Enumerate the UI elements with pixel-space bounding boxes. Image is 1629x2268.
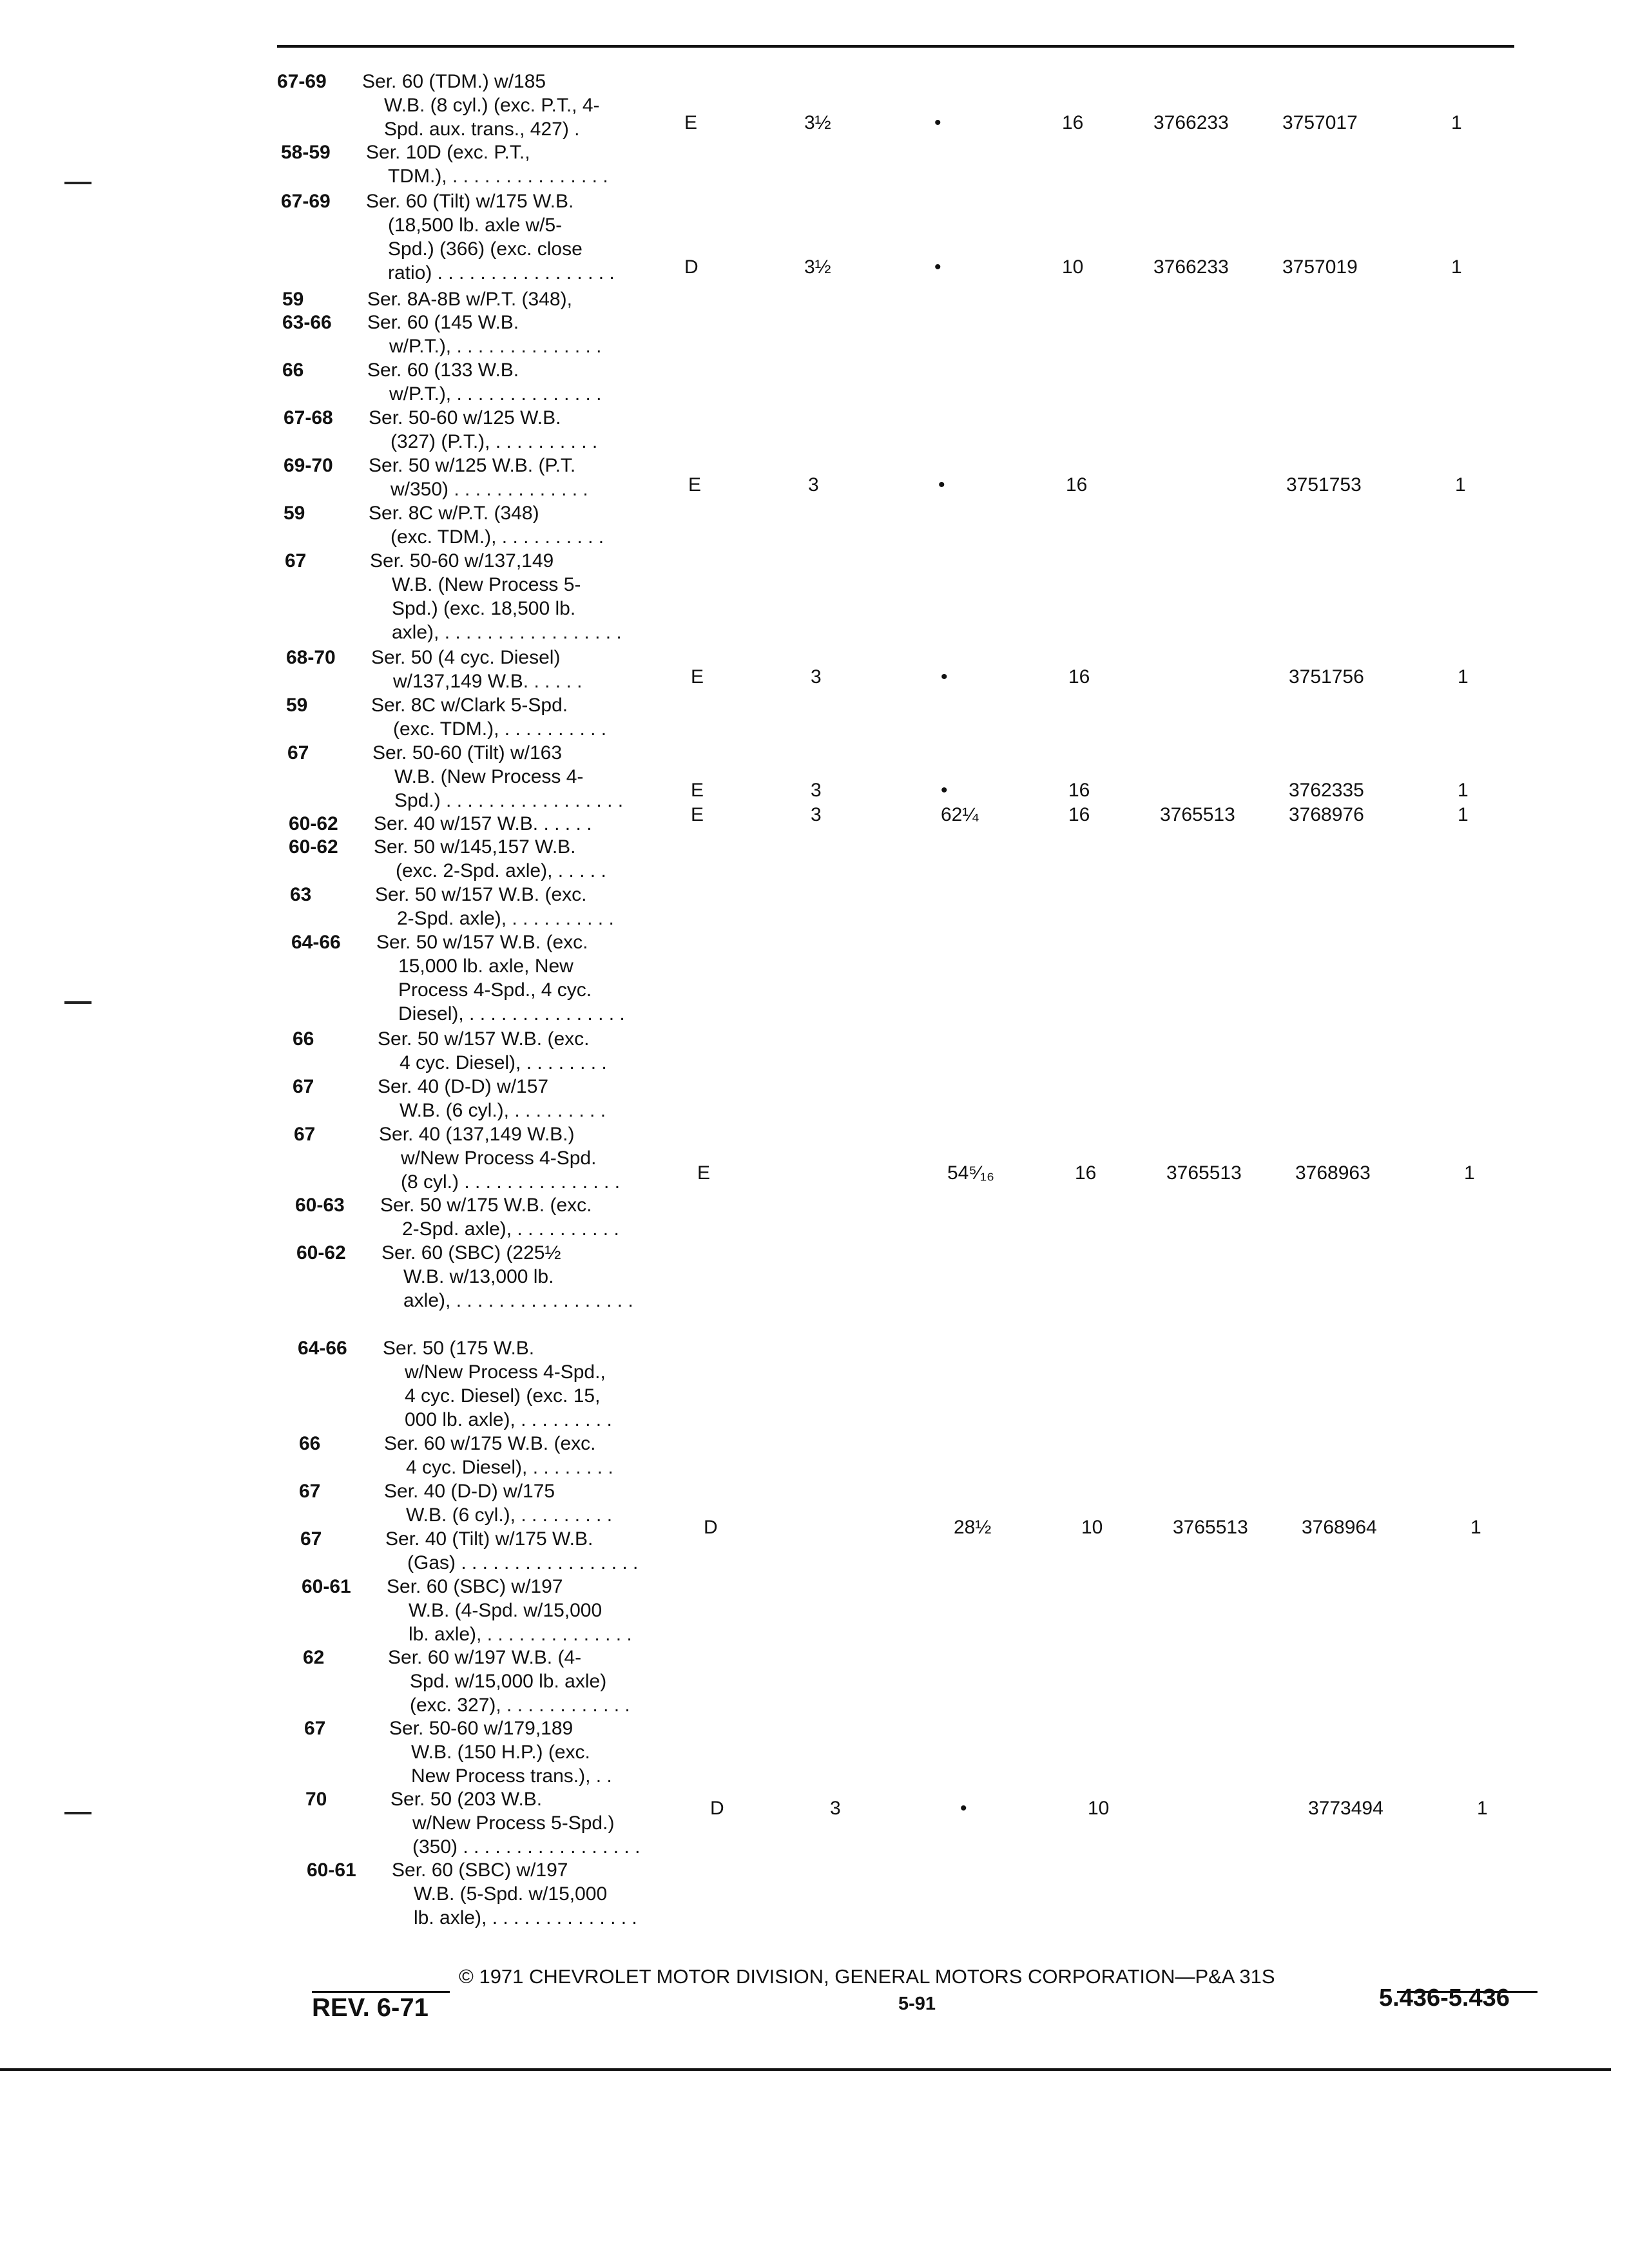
model-years: 67-69: [281, 191, 331, 212]
part-number-primary: 3766233: [1153, 112, 1229, 133]
length-value: 10: [1088, 1798, 1110, 1819]
quantity-required: 1: [1451, 256, 1462, 278]
application-description: Ser. 60 (SBC) w/197: [392, 1860, 568, 1881]
application-description: Ser. 40 w/157 W.B. . . . . .: [374, 813, 592, 834]
application-description: Ser. 50 w/125 W.B. (P.T.: [369, 455, 576, 476]
quantity-required: 1: [1464, 1162, 1475, 1184]
application-description: Ser. 60 w/175 W.B. (exc.: [384, 1433, 596, 1454]
application-description: 15,000 lb. axle, New: [398, 956, 574, 977]
application-description: Ser. 8C w/Clark 5-Spd.: [371, 695, 568, 716]
application-description: (exc. 327), . . . . . . . . . . . .: [410, 1695, 630, 1716]
model-years: 60-61: [307, 1860, 356, 1881]
model-years: 70: [305, 1789, 327, 1810]
application-description: lb. axle), . . . . . . . . . . . . . .: [409, 1624, 632, 1645]
application-description: W.B. (4-Spd. w/15,000: [409, 1600, 602, 1621]
application-description: 4 cyc. Diesel) (exc. 15,: [405, 1385, 601, 1407]
part-number-secondary: 3762335: [1289, 780, 1364, 801]
part-number-secondary: 3768963: [1295, 1162, 1371, 1184]
application-description: (exc. TDM.), . . . . . . . . . .: [390, 526, 604, 548]
quantity-required: 1: [1458, 804, 1469, 825]
model-years: 62: [303, 1647, 325, 1668]
application-description: Ser. 50-60 w/125 W.B.: [369, 407, 561, 428]
application-description: Ser. 40 (137,149 W.B.): [379, 1124, 575, 1145]
ratio-value: •: [934, 112, 941, 133]
model-years: 59: [286, 695, 308, 716]
application-description: Ser. 50-60 w/137,149: [370, 550, 554, 572]
quantity-required: 1: [1458, 780, 1469, 801]
application-description: Spd.) (exc. 18,500 lb.: [392, 598, 576, 619]
application-description: w/New Process 4-Spd.: [401, 1148, 597, 1169]
application-description: Ser. 40 (D-D) w/157: [378, 1076, 549, 1097]
application-description: w/P.T.), . . . . . . . . . . . . . .: [389, 383, 602, 405]
application-description: w/P.T.), . . . . . . . . . . . . . .: [389, 336, 602, 357]
part-number-primary: 3765513: [1173, 1517, 1248, 1538]
bottom-rule: [0, 2068, 1611, 2071]
part-number-secondary: 3768964: [1302, 1517, 1377, 1538]
model-years: 67-68: [284, 407, 333, 428]
application-description: Ser. 50-60 (Tilt) w/163: [372, 742, 563, 764]
part-number-primary: 3765513: [1160, 804, 1235, 825]
model-years: 59: [282, 289, 304, 310]
quantity-required: 1: [1451, 112, 1462, 133]
application-description: w/137,149 W.B. . . . . .: [393, 671, 583, 692]
model-years: 69-70: [284, 455, 333, 476]
application-description: 4 cyc. Diesel), . . . . . . . .: [400, 1052, 607, 1073]
category-code: E: [688, 474, 702, 495]
application-description: Process 4-Spd., 4 cyc.: [398, 979, 592, 1001]
ratio-value: 62¼: [941, 804, 979, 825]
application-description: (Gas) . . . . . . . . . . . . . . . . .: [407, 1552, 639, 1573]
model-years: 67: [293, 1076, 314, 1097]
model-years: 66: [282, 360, 304, 381]
length-value: 16: [1068, 780, 1090, 801]
application-description: lb. axle), . . . . . . . . . . . . . .: [414, 1907, 637, 1928]
application-description: Spd. w/15,000 lb. axle): [410, 1671, 607, 1692]
model-years: 67: [287, 742, 309, 764]
application-description: 2-Spd. axle), . . . . . . . . . .: [402, 1218, 619, 1240]
application-description: W.B. (6 cyl.), . . . . . . . . .: [406, 1504, 613, 1526]
application-description: Diesel), . . . . . . . . . . . . . . .: [398, 1003, 625, 1024]
quantity-value: 3: [811, 780, 822, 801]
length-value: 16: [1062, 112, 1084, 133]
application-description: w/New Process 5-Spd.): [412, 1812, 615, 1834]
application-description: (18,500 lb. axle w/5-: [388, 215, 563, 236]
application-description: W.B. (8 cyl.) (exc. P.T., 4-: [384, 95, 600, 116]
model-years: 60-63: [295, 1195, 345, 1216]
quantity-value: 3: [830, 1798, 841, 1819]
model-years: 67: [285, 550, 307, 572]
quantity-value: 3½: [804, 256, 831, 278]
quantity-required: 1: [1458, 666, 1469, 687]
model-years: 63: [290, 884, 312, 905]
application-description: Ser. 40 (Tilt) w/175 W.B.: [385, 1528, 593, 1550]
category-code: E: [691, 804, 704, 825]
application-description: ratio) . . . . . . . . . . . . . . . . .: [388, 262, 615, 284]
application-description: Spd.) (366) (exc. close: [388, 238, 583, 260]
length-value: 16: [1066, 474, 1088, 495]
quantity-value: 3: [811, 666, 822, 687]
application-description: Ser. 50 (175 W.B.: [383, 1338, 535, 1359]
quantity-value: 3: [808, 474, 819, 495]
application-description: Ser. 60 (145 W.B.: [367, 312, 519, 333]
application-description: Ser. 50 (4 cyc. Diesel): [371, 647, 561, 668]
quantity-required: 1: [1455, 474, 1466, 495]
quantity-value: 3½: [804, 112, 831, 133]
application-description: Ser. 60 (133 W.B.: [367, 360, 519, 381]
page-number: 5-91: [898, 1994, 936, 2014]
category-code: D: [710, 1798, 724, 1819]
ratio-value: 54⁵⁄₁₆: [947, 1162, 995, 1184]
model-years: 60-62: [296, 1242, 346, 1264]
model-years: 67-69: [277, 71, 327, 92]
ratio-value: •: [941, 666, 948, 687]
model-years: 67: [294, 1124, 316, 1145]
ratio-value: •: [934, 256, 941, 278]
application-description: Ser. 60 (SBC) (225½: [381, 1242, 561, 1264]
application-description: Ser. 50 w/157 W.B. (exc.: [376, 932, 588, 953]
application-description: Ser. 50 w/145,157 W.B.: [374, 836, 576, 858]
application-description: W.B. w/13,000 lb.: [403, 1266, 554, 1287]
part-number-primary: 3765513: [1166, 1162, 1242, 1184]
application-description: Ser. 60 (Tilt) w/175 W.B.: [366, 191, 574, 212]
application-description: Ser. 50-60 w/179,189: [389, 1718, 574, 1739]
application-description: 4 cyc. Diesel), . . . . . . . .: [406, 1457, 613, 1478]
ratio-value: 28½: [954, 1517, 992, 1538]
application-description: Ser. 60 (TDM.) w/185: [362, 71, 546, 92]
part-number-secondary: 3773494: [1308, 1798, 1383, 1819]
length-value: 16: [1068, 804, 1090, 825]
model-years: 64-66: [298, 1338, 347, 1359]
part-number-primary: 3766233: [1153, 256, 1229, 278]
quantity-required: 1: [1470, 1517, 1481, 1538]
application-description: W.B. (150 H.P.) (exc.: [411, 1742, 590, 1763]
part-number-secondary: 3751753: [1286, 474, 1362, 495]
footer-rule-left: [312, 1991, 450, 1993]
length-value: 10: [1081, 1517, 1103, 1538]
ratio-value: •: [938, 474, 945, 495]
model-years: 66: [293, 1028, 314, 1050]
model-years: 63-66: [282, 312, 332, 333]
revision-label: REV. 6-71: [312, 1994, 429, 2022]
application-description: Spd. aux. trans., 427) .: [384, 119, 580, 140]
category-code: D: [684, 256, 699, 278]
application-description: (exc. 2-Spd. axle), . . . . .: [396, 860, 606, 881]
application-description: Ser. 40 (D-D) w/175: [384, 1481, 555, 1502]
application-description: axle), . . . . . . . . . . . . . . . . .: [403, 1290, 633, 1311]
application-description: Ser. 8C w/P.T. (348): [369, 503, 539, 524]
copyright-line: © 1971 CHEVROLET MOTOR DIVISION, GENERAL MOTORS CORPORATION—P&A 31S: [459, 1965, 1275, 1988]
category-code: E: [697, 1162, 711, 1184]
application-description: w/350) . . . . . . . . . . . . .: [390, 479, 588, 500]
ratio-value: •: [960, 1798, 967, 1819]
application-description: 2-Spd. axle), . . . . . . . . . .: [397, 908, 614, 929]
group-number: 5.436-5.436: [1379, 1984, 1510, 2012]
model-years: 68-70: [286, 647, 336, 668]
top-rule: [277, 45, 1514, 48]
length-value: 16: [1075, 1162, 1097, 1184]
application-description: Ser. 50 w/157 W.B. (exc.: [375, 884, 587, 905]
model-years: 58-59: [281, 142, 331, 163]
part-number-secondary: 3757017: [1282, 112, 1358, 133]
application-description: W.B. (5-Spd. w/15,000: [414, 1883, 608, 1905]
category-code: E: [684, 112, 698, 133]
application-description: W.B. (New Process 5-: [392, 574, 581, 595]
category-code: E: [691, 666, 704, 687]
binder-hole-mark: [64, 1812, 92, 1814]
application-description: axle), . . . . . . . . . . . . . . . . .: [392, 622, 622, 643]
application-description: (327) (P.T.), . . . . . . . . . .: [390, 431, 598, 452]
application-description: Ser. 50 w/157 W.B. (exc.: [378, 1028, 590, 1050]
application-description: (8 cyl.) . . . . . . . . . . . . . . .: [401, 1171, 621, 1193]
model-years: 67: [304, 1718, 326, 1739]
application-description: Ser. 60 (SBC) w/197: [387, 1576, 563, 1597]
application-description: Ser. 50 w/175 W.B. (exc.: [380, 1195, 592, 1216]
model-years: 60-62: [289, 836, 338, 858]
application-description: Spd.) . . . . . . . . . . . . . . . . .: [394, 790, 624, 811]
binder-hole-mark: [64, 1001, 92, 1004]
application-description: 000 lb. axle), . . . . . . . . .: [405, 1409, 612, 1430]
application-description: (exc. TDM.), . . . . . . . . . .: [393, 718, 607, 740]
model-years: 60-61: [302, 1576, 351, 1597]
model-years: 67: [299, 1481, 321, 1502]
category-code: D: [704, 1517, 718, 1538]
application-description: W.B. (6 cyl.), . . . . . . . . .: [400, 1100, 606, 1121]
model-years: 59: [284, 503, 305, 524]
ratio-value: •: [941, 780, 948, 801]
quantity-value: 3: [811, 804, 822, 825]
model-years: 60-62: [289, 813, 338, 834]
application-description: Ser. 60 w/197 W.B. (4-: [388, 1647, 582, 1668]
part-number-secondary: 3751756: [1289, 666, 1364, 687]
application-description: Ser. 50 (203 W.B.: [390, 1789, 543, 1810]
application-description: TDM.), . . . . . . . . . . . . . . .: [388, 166, 608, 187]
application-description: W.B. (New Process 4-: [394, 766, 584, 787]
quantity-required: 1: [1477, 1798, 1488, 1819]
application-description: Ser. 8A-8B w/P.T. (348),: [367, 289, 572, 310]
application-description: w/New Process 4-Spd.,: [405, 1361, 606, 1383]
model-years: 66: [299, 1433, 321, 1454]
application-description: Ser. 10D (exc. P.T.,: [366, 142, 530, 163]
length-value: 16: [1068, 666, 1090, 687]
part-number-secondary: 3757019: [1282, 256, 1358, 278]
category-code: E: [691, 780, 704, 801]
binder-hole-mark: [64, 182, 92, 184]
model-years: 64-66: [291, 932, 341, 953]
model-years: 67: [300, 1528, 322, 1550]
part-number-secondary: 3768976: [1289, 804, 1364, 825]
application-description: New Process trans.), . .: [411, 1765, 612, 1787]
length-value: 10: [1062, 256, 1084, 278]
application-description: (350) . . . . . . . . . . . . . . . . .: [412, 1836, 641, 1858]
